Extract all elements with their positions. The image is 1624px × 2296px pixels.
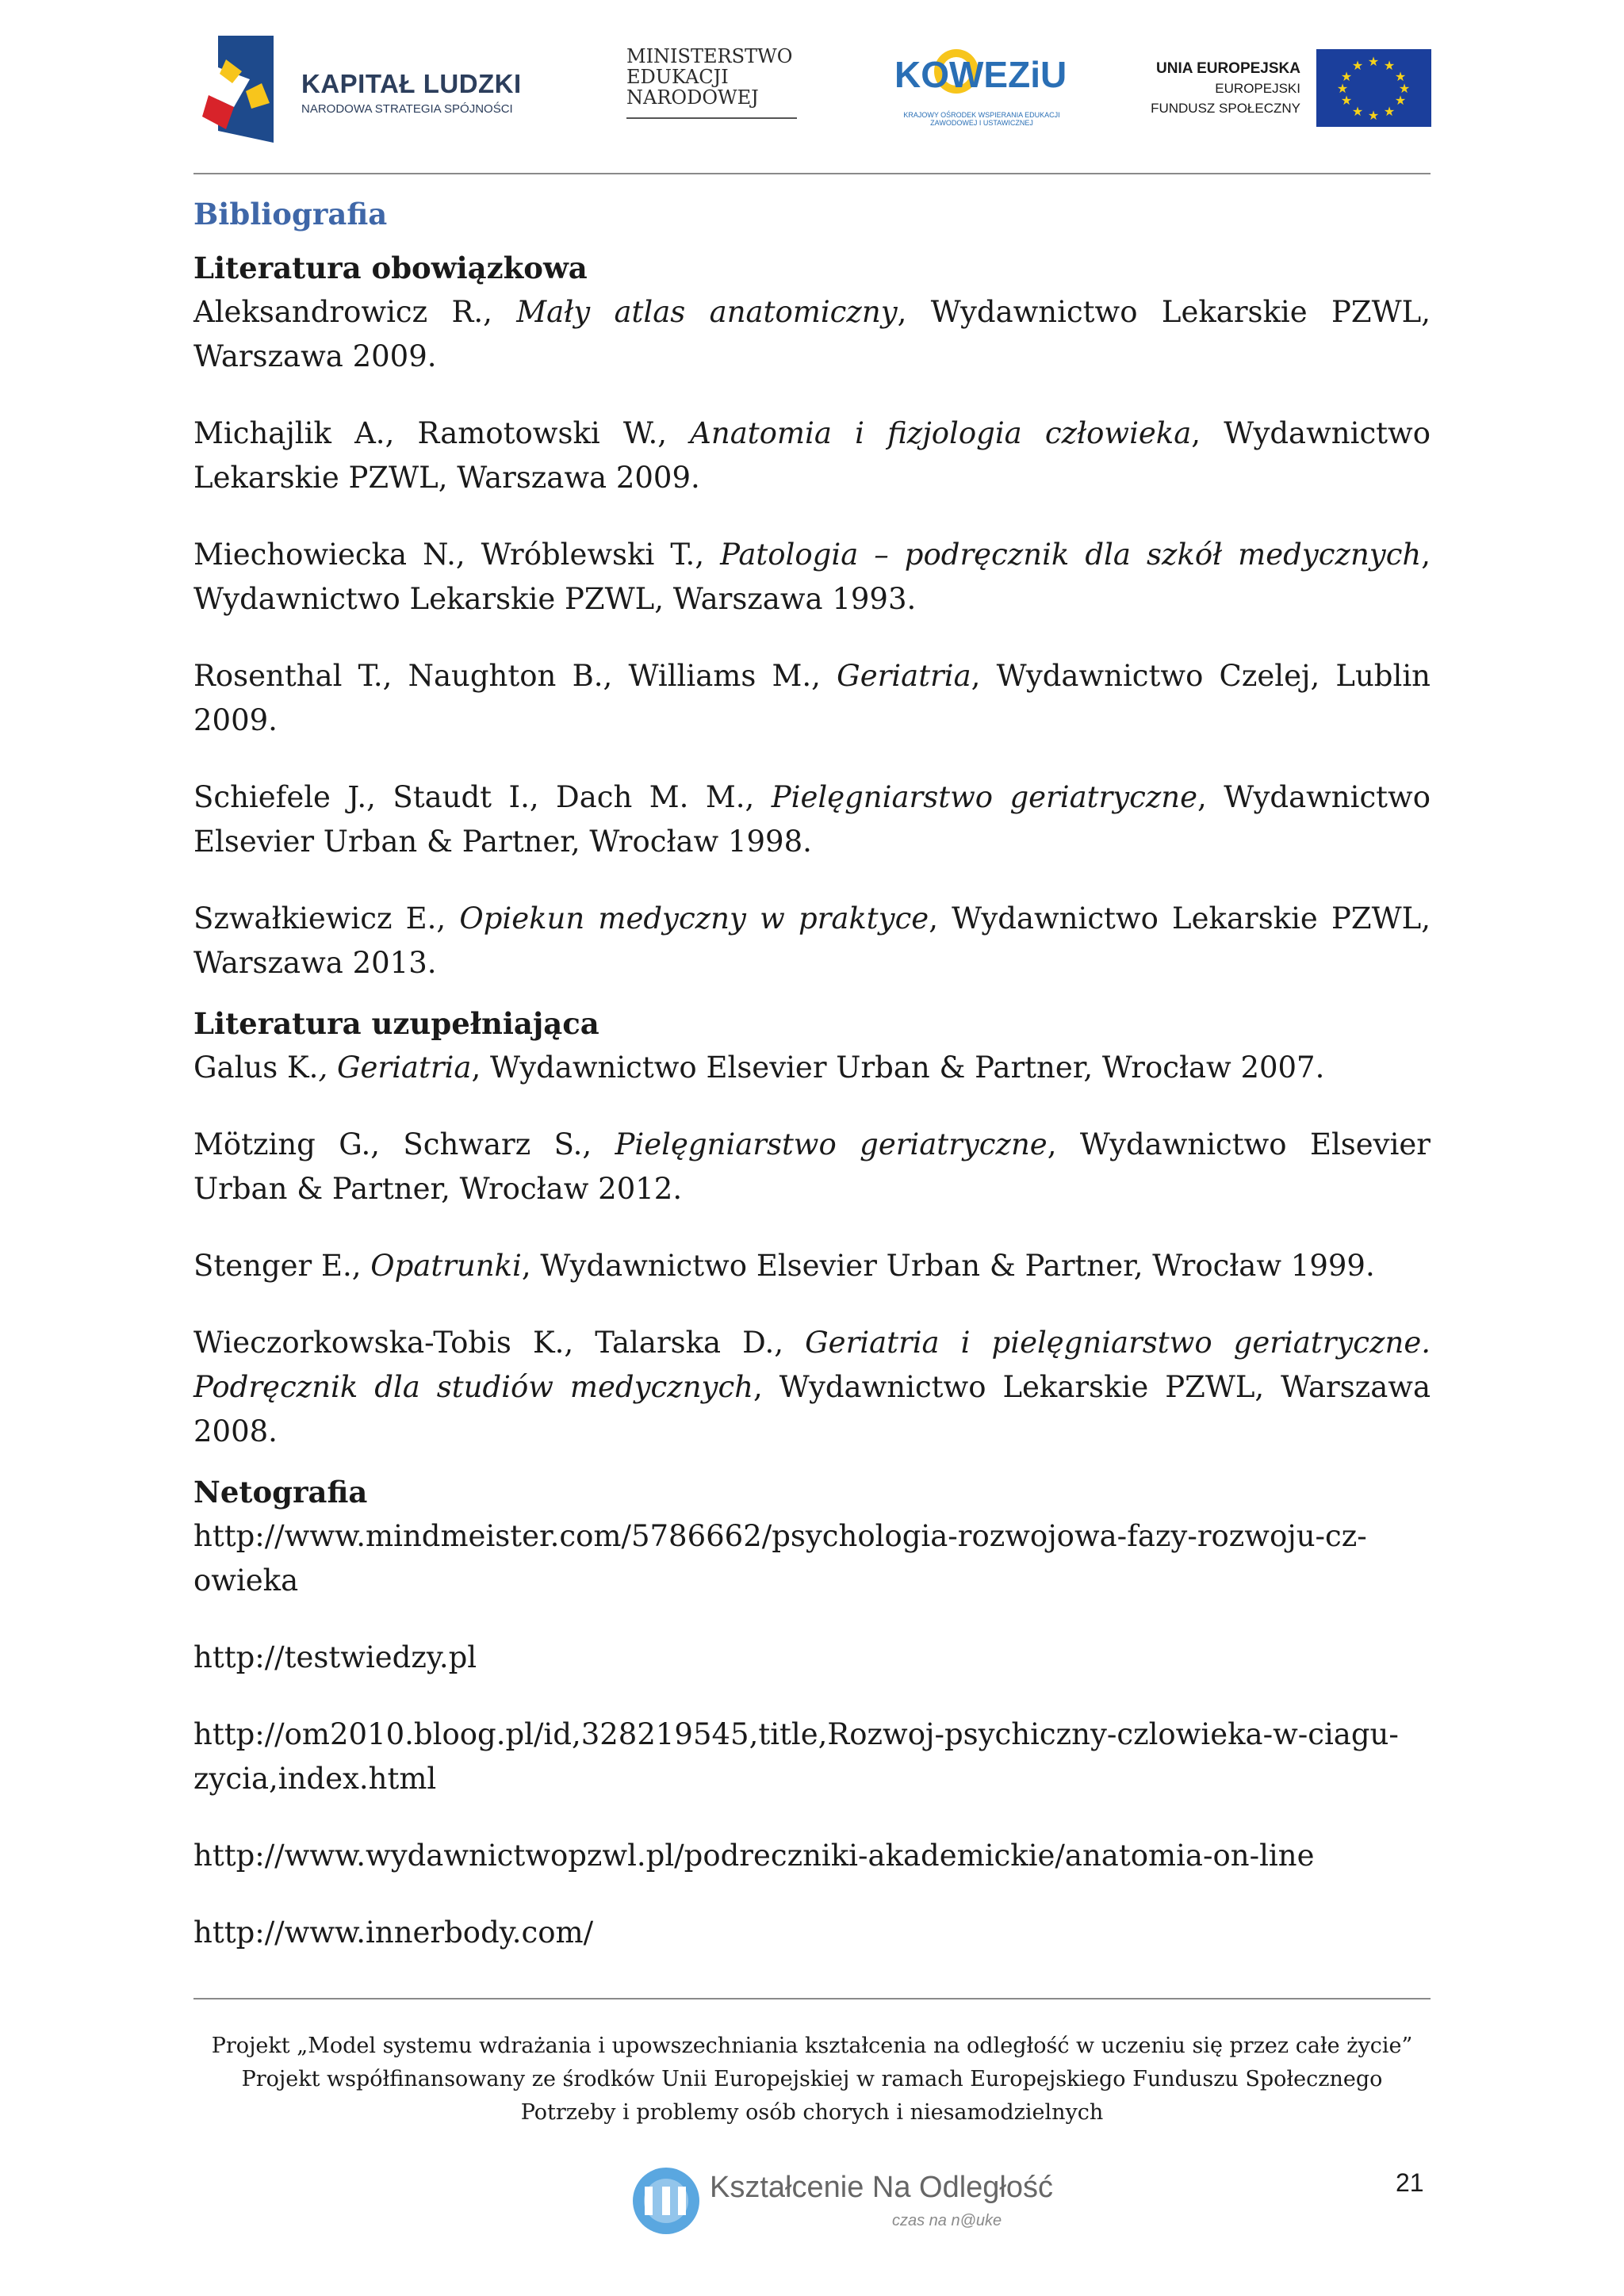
bib-entry (193, 775, 1431, 864)
kapital-ludzki-title: KAPITAŁ LUDZKI (301, 69, 522, 98)
bib-entry (193, 654, 1431, 743)
eu-line-1: UNIA EUROPEJSKA (1156, 60, 1300, 77)
bib-title: Anatomia i fizjologia człowieka (690, 416, 1192, 450)
bib-publisher: , Wydawnictwo Elsevier Urban & Partner, Wrocław 2007. (471, 1050, 1325, 1085)
web-link-line[interactable]: http://www.mindmeister.com/5786662/psychologia-rozwojowa-fazy-rozwoju-cz- (193, 1519, 1367, 1553)
bib-publisher: , Wydawnictwo Lekarskie PZWL, Warszawa 2009. (193, 295, 1431, 373)
svg-text:★: ★ (1383, 104, 1396, 119)
bib-title: Pielęgniarstwo geriatryczne (771, 780, 1198, 814)
bib-entry (193, 897, 1431, 985)
web-link-line[interactable]: http://www.innerbody.com/ (193, 1915, 594, 1950)
bib-title: , Geriatria (318, 1050, 472, 1085)
koweziu-logo (894, 41, 1069, 136)
kno-subtitle: czas na n@uke (892, 2212, 1002, 2229)
bib-publisher: , Wydawnictwo Elsevier Urban & Partner, Wrocław 2012. (193, 1127, 1431, 1206)
men-underline (626, 117, 797, 119)
header-divider (193, 173, 1431, 174)
bib-publisher: , Wydawnictwo Elsevier Urban & Partner, Wrocław 1999. (521, 1249, 1375, 1283)
koweziu-wordmark-icon (894, 41, 1069, 113)
page-title: Bibliografia (193, 197, 388, 232)
kno-title: Kształcenie Na Odległość (710, 2171, 1053, 2204)
eu-flag-icon (1316, 49, 1431, 127)
svg-text:★: ★ (1394, 69, 1407, 84)
web-link-line[interactable]: http://www.wydawnictwopzwl.pl/podreczniki-akademickie/anatomia-on-line (193, 1839, 1315, 1873)
bib-authors: Aleksandrowicz R., (193, 295, 517, 329)
eu-line-2: EUROPEJSKI (1215, 81, 1300, 96)
svg-text:★: ★ (1351, 58, 1364, 73)
bib-title: Pielęgniarstwo geriatryczne (615, 1127, 1048, 1161)
supplementary-literature-heading: Literatura uzupełniająca (193, 1006, 599, 1041)
bib-authors: Schiefele J., Staudt I., Dach M. M., (193, 780, 772, 814)
footer-line-3: Potrzeby i problemy osób chorych i niesamodzielnych (520, 2100, 1104, 2125)
bib-authors: Miechowiecka N., Wróblewski T., (193, 538, 721, 572)
eu-line-3: FUNDUSZ SPOŁECZNY (1151, 101, 1300, 116)
bib-authors: Szwałkiewicz E., (193, 901, 460, 936)
page-footer (193, 2030, 1431, 2130)
bib-authors: Galus K. (193, 1050, 319, 1085)
bib-entry (193, 411, 1431, 500)
web-link[interactable] (193, 1514, 1431, 1603)
netography-heading: Netografia (193, 1475, 368, 1510)
svg-text:★: ★ (1394, 93, 1407, 108)
web-link-line[interactable]: zycia,index.html (193, 1762, 437, 1796)
svg-text:★: ★ (1336, 81, 1349, 96)
bib-title: Opiekun medyczny w praktyce (459, 901, 929, 936)
web-link-line[interactable]: owieka (193, 1563, 299, 1598)
kapital-ludzki-emblem-icon (202, 36, 289, 143)
bib-entry (193, 1123, 1431, 1211)
bib-title: Opatrunki (370, 1249, 522, 1283)
bib-entry (193, 1321, 1431, 1454)
bib-authors: Rosenthal T., Naughton B., Williams M., (193, 659, 837, 693)
svg-text:★: ★ (1398, 81, 1411, 96)
bib-title: Patologia – podręcznik dla szkół medycznych (720, 538, 1422, 572)
web-link[interactable] (193, 1636, 1431, 1680)
kno-logo (630, 2163, 1053, 2242)
svg-text:★: ★ (1351, 104, 1364, 119)
web-link[interactable] (193, 1712, 1431, 1801)
footer-divider (193, 1998, 1431, 1999)
bib-title: Geriatria (837, 659, 971, 693)
men-logo (626, 46, 809, 133)
bib-authors: Michajlik A., Ramotowski W., (193, 416, 691, 450)
kapital-ludzki-subtitle: NARODOWA STRATEGIA SPÓJNOŚCI (301, 102, 513, 116)
web-link[interactable] (193, 1834, 1431, 1878)
bib-publisher: , Wydawnictwo Lekarskie PZWL, Warszawa 2008. (193, 1370, 1431, 1448)
bib-entry (193, 1244, 1431, 1288)
bibliography-content (193, 190, 1431, 1988)
men-line-3: NARODOWEJ (626, 86, 759, 109)
bib-publisher: , Wydawnictwo Lekarskie PZWL, Warszawa 2013. (193, 901, 1431, 980)
kapital-ludzki-logo (202, 36, 535, 143)
bib-publisher: , Wydawnictwo Lekarskie PZWL, Warszawa 2009. (193, 416, 1431, 495)
svg-text:★: ★ (1340, 93, 1353, 108)
koweziu-subtitle: KRAJOWY OŚRODEK WSPIERANIA EDUKACJI ZAWODOWEJ I USTAWICZNEJ (903, 111, 1060, 127)
footer-line-1: Projekt „Model systemu wdrażania i upowszechniania kształcenia na odległość w uczeniu się przez całe życie” (211, 2034, 1413, 2058)
bib-entry (193, 290, 1431, 379)
bib-authors: Wieczorkowska-Tobis K., Talarska D., (193, 1326, 806, 1360)
bib-publisher: , Wydawnictwo Elsevier Urban & Partner, Wrocław 1998. (193, 780, 1431, 859)
bib-entry (193, 1046, 1431, 1090)
kno-emblem-icon (630, 2163, 702, 2238)
page-header (0, 0, 1624, 166)
eu-text (1151, 59, 1300, 118)
svg-text:★: ★ (1367, 108, 1380, 123)
svg-text:★: ★ (1367, 54, 1380, 69)
bib-entry (193, 533, 1431, 622)
bib-publisher: , Wydawnictwo Lekarskie PZWL, Warszawa 1993. (193, 538, 1431, 616)
bib-authors: Mötzing G., Schwarz S., (193, 1127, 615, 1161)
eu-logo (1142, 49, 1431, 130)
men-line-1: MINISTERSTWO (626, 45, 793, 67)
svg-text:★: ★ (1383, 58, 1396, 73)
web-link[interactable] (193, 1911, 1431, 1955)
web-link-line[interactable]: http://testwiedzy.pl (193, 1640, 477, 1674)
bib-publisher: , Wydawnictwo Czelej, Lublin 2009. (193, 659, 1431, 737)
bib-title: Mały atlas anatomiczny (516, 295, 898, 329)
bib-title: Geriatria i pielęgniarstwo geriatryczne. Podręcznik dla studiów medycznych (193, 1326, 1431, 1404)
required-literature-heading: Literatura obowiązkowa (193, 251, 588, 285)
eu-stars-icon (1316, 49, 1431, 127)
bib-authors: Stenger E., (193, 1249, 371, 1283)
footer-line-2: Projekt współfinansowany ze środków Unii Europejskiej w ramach Europejskiego Funduszu Społecznego (241, 2067, 1383, 2091)
men-line-2: EDUKACJI (626, 66, 729, 88)
svg-text:★: ★ (1340, 69, 1353, 84)
web-link-line[interactable]: http://om2010.bloog.pl/id,328219545,title,Rozwoj-psychiczny-czlowieka-w-ciagu- (193, 1717, 1399, 1751)
page-number: 21 (1396, 2168, 1424, 2197)
koweziu-wordmark: KOWEZiU (894, 54, 1067, 95)
